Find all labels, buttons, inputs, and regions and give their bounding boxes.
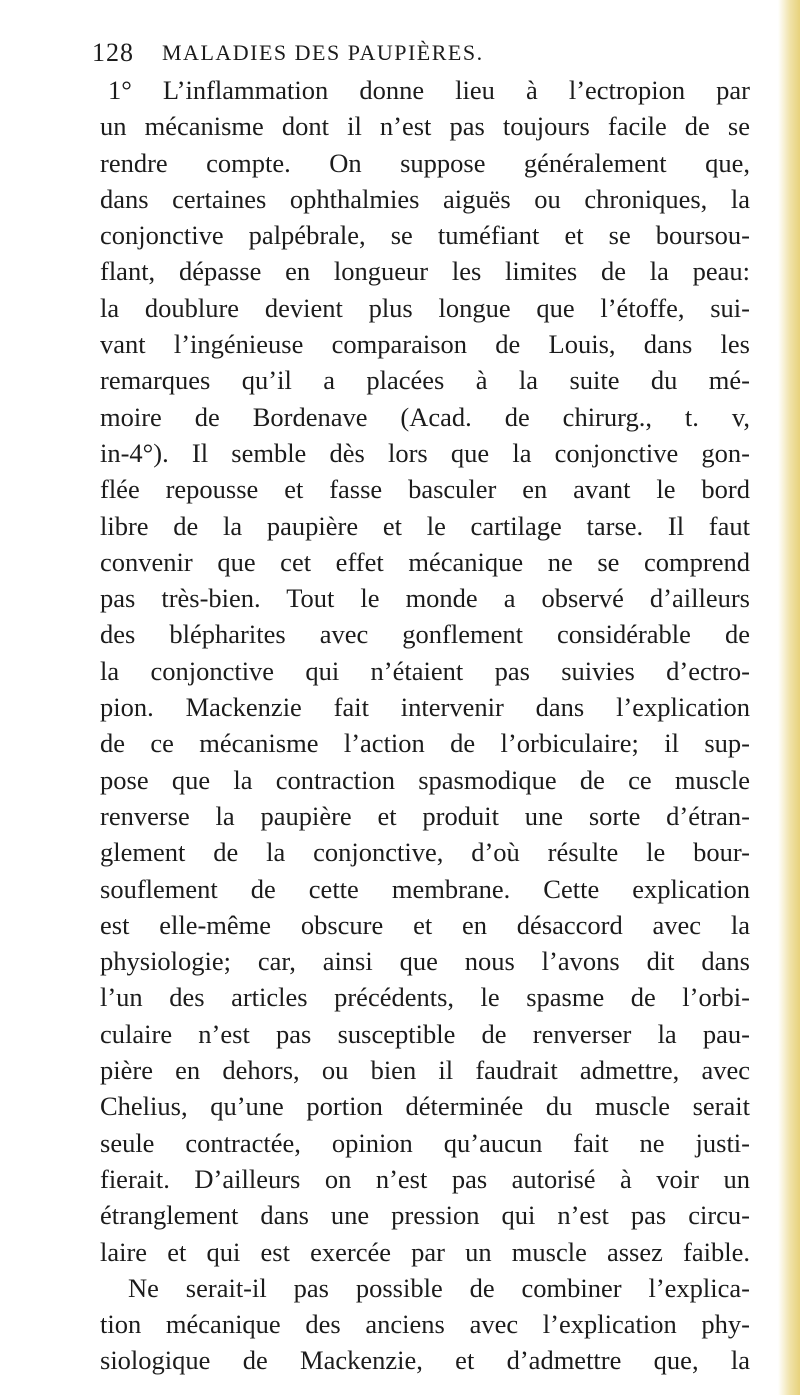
text-line: culaire n’est pas susceptible de renverser la pau- [100,1018,750,1049]
text-line: rendre compte. On suppose généralement que, [100,147,750,178]
text-line: conjonctive palpébrale, se tuméfiant et se boursou- [100,220,750,251]
text-line: fierait. D’ailleurs on n’est pas autorisé à voir un [100,1163,750,1194]
text-line: tion mécanique des anciens avec l’explication phy- [100,1309,750,1340]
text-line: vant l’ingénieuse comparaison de Louis, dans les [100,329,750,360]
text-line: pière en dehors, ou bien il faudrait admettre, avec [100,1055,750,1086]
text-line: remarques qu’il a placées à la suite du mé- [100,365,750,396]
text-line: la conjonctive qui n’étaient pas suivies d’ectro- [100,655,750,686]
page-number: 128 [92,38,134,67]
text-line: est elle-même obscure et en désaccord avec la [100,909,750,940]
text-line: glement de la conjonctive, d’où résulte le bour- [100,837,750,868]
text-line: l’un des articles précédents, le spasme de l’orbi- [100,982,750,1013]
text-line: dans certaines ophthalmies aiguës ou chroniques, la [100,183,750,214]
text-line: pose que la contraction spasmodique de ce muscle [100,764,750,795]
text-line: un mécanisme dont il n’est pas toujours facile de se [100,111,750,142]
text-line: libre de la paupière et le cartilage tarse. Il faut [100,510,750,541]
text-line: in-4°). Il semble dès lors que la conjonctive gon- [100,437,750,468]
text-line: moire de Bordenave (Acad. de chirurg., t. v, [100,401,750,432]
text-line: la doublure devient plus longue que l’étoffe, sui- [100,292,750,323]
text-line: étranglement dans une pression qui n’est pas circu- [100,1200,750,1231]
page-edge [778,0,800,1395]
body-text [100,72,750,1379]
text-line: laire et qui est exercée par un muscle assez faible. [100,1236,750,1267]
running-title: MALADIES DES PAUPIÈRES. [162,40,484,65]
text-line: souflement de cette membrane. Cette explication [100,873,750,904]
text-line: flée repousse et fasse basculer en avant le bord [100,474,750,505]
text-line: convenir que cet effet mécanique ne se comprend [100,546,750,577]
text-line: seule contractée, opinion qu’aucun fait ne justi- [100,1127,750,1158]
text-line: pion. Mackenzie fait intervenir dans l’explication [100,692,750,723]
text-line: flant, dépasse en longueur les limites de la peau: [100,256,750,287]
text-line: siologique de Mackenzie, et d’admettre que, la [100,1345,750,1376]
page-header [92,38,732,68]
text-line: renverse la paupière et produit une sorte d’étran- [100,800,750,831]
text-line: pas très-bien. Tout le monde a observé d’ailleurs [100,583,750,614]
text-line: 1° L’inflammation donne lieu à l’ectropion par [108,75,750,105]
text-line: Ne serait-il pas possible de combiner l’explica- [128,1272,750,1303]
text-line: des blépharites avec gonflement considérable de [100,619,750,650]
text-line: physiologie; car, ainsi que nous l’avons dit dans [100,946,750,977]
text-line: de ce mécanisme l’action de l’orbiculaire; il sup- [100,728,750,759]
text-line: Chelius, qu’une portion déterminée du muscle serait [100,1091,750,1122]
